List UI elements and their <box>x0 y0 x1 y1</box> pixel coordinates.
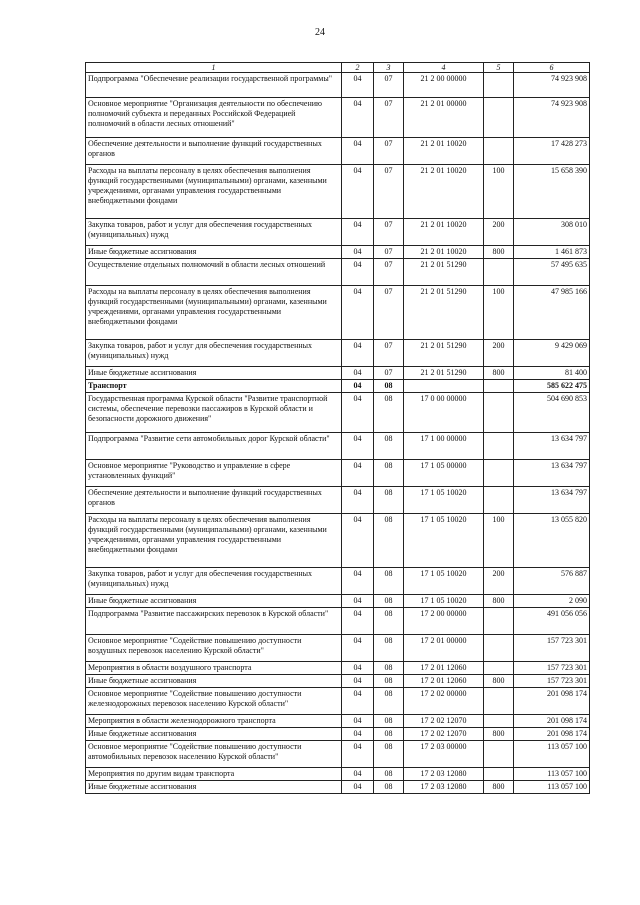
amount-cell: 13 055 820 <box>514 514 590 568</box>
amount-cell: 157 723 301 <box>514 635 590 662</box>
expense-type-cell: 800 <box>484 675 514 688</box>
subsection-cell: 08 <box>374 433 404 460</box>
subsection-cell: 08 <box>374 715 404 728</box>
subsection-cell: 07 <box>374 340 404 367</box>
header-col-4: 4 <box>404 63 484 73</box>
target-article-cell: 17 2 01 12060 <box>404 675 484 688</box>
subsection-cell: 07 <box>374 259 404 286</box>
expense-type-cell <box>484 487 514 514</box>
subsection-cell: 08 <box>374 380 404 393</box>
amount-cell: 15 658 390 <box>514 165 590 219</box>
target-article-cell: 17 1 05 00000 <box>404 460 484 487</box>
row-name-cell: Мероприятия по другим видам транспорта <box>86 768 342 781</box>
section-cell: 04 <box>342 781 374 794</box>
amount-cell: 201 098 174 <box>514 715 590 728</box>
table-row <box>86 219 590 246</box>
section-cell: 04 <box>342 246 374 259</box>
section-cell: 04 <box>342 73 374 98</box>
amount-cell: 201 098 174 <box>514 728 590 741</box>
section-cell: 04 <box>342 688 374 715</box>
amount-cell: 308 010 <box>514 219 590 246</box>
section-cell: 04 <box>342 380 374 393</box>
header-col-5: 5 <box>484 63 514 73</box>
row-name-cell: Мероприятия в области железнодорожного транспорта <box>86 715 342 728</box>
amount-cell: 113 057 100 <box>514 781 590 794</box>
section-cell: 04 <box>342 741 374 768</box>
section-cell: 04 <box>342 595 374 608</box>
section-cell: 04 <box>342 715 374 728</box>
row-name-cell: Обеспечение деятельности и выполнение функций государственных органов <box>86 138 342 165</box>
header-col-1: 1 <box>86 63 342 73</box>
amount-cell: 13 634 797 <box>514 433 590 460</box>
section-cell: 04 <box>342 259 374 286</box>
target-article-cell <box>404 380 484 393</box>
section-cell: 04 <box>342 662 374 675</box>
row-name-cell: Основное мероприятие "Руководство и управление в сфере установленных функций" <box>86 460 342 487</box>
target-article-cell: 17 2 02 12070 <box>404 728 484 741</box>
table-row <box>86 98 590 138</box>
subsection-cell: 08 <box>374 741 404 768</box>
row-name-cell: Обеспечение деятельности и выполнение функций государственных органов <box>86 487 342 514</box>
expense-type-cell: 800 <box>484 595 514 608</box>
amount-cell: 2 090 <box>514 595 590 608</box>
expense-type-cell <box>484 460 514 487</box>
expense-type-cell: 100 <box>484 165 514 219</box>
amount-cell: 13 634 797 <box>514 487 590 514</box>
table-row <box>86 635 590 662</box>
section-cell: 04 <box>342 768 374 781</box>
expense-type-cell <box>484 433 514 460</box>
subsection-cell: 08 <box>374 595 404 608</box>
expense-type-cell: 800 <box>484 781 514 794</box>
target-article-cell: 21 2 01 10020 <box>404 246 484 259</box>
subsection-cell: 08 <box>374 514 404 568</box>
target-article-cell: 21 2 01 51290 <box>404 340 484 367</box>
target-article-cell: 21 2 01 10020 <box>404 219 484 246</box>
subsection-cell: 07 <box>374 98 404 138</box>
budget-table <box>85 62 590 794</box>
expense-type-cell <box>484 138 514 165</box>
row-name-cell: Иные бюджетные ассигнования <box>86 728 342 741</box>
table-row <box>86 380 590 393</box>
row-name-cell: Основное мероприятие "Организация деятельности по обеспечению полномочий субъекта и переданных Российской Федерацией полномочий в области лесных отношений" <box>86 98 342 138</box>
section-cell: 04 <box>342 487 374 514</box>
amount-cell: 491 056 056 <box>514 608 590 635</box>
subsection-cell: 08 <box>374 487 404 514</box>
subsection-cell: 08 <box>374 460 404 487</box>
target-article-cell: 21 2 01 51290 <box>404 367 484 380</box>
row-name-cell: Государственная программа Курской области "Развитие транспортной системы, обеспечение перевозки пассажиров в Курской области и безопасности дорожного движения" <box>86 393 342 433</box>
target-article-cell: 17 2 01 00000 <box>404 635 484 662</box>
row-name-cell: Подпрограмма "Развитие пассажирских перевозок в Курской области" <box>86 608 342 635</box>
table-row <box>86 246 590 259</box>
section-cell: 04 <box>342 514 374 568</box>
row-name-cell: Иные бюджетные ассигнования <box>86 675 342 688</box>
expense-type-cell <box>484 98 514 138</box>
row-name-cell: Транспорт <box>86 380 342 393</box>
target-article-cell: 17 2 03 12080 <box>404 768 484 781</box>
row-name-cell: Подпрограмма "Обеспечение реализации государственной программы" <box>86 73 342 98</box>
table-row <box>86 514 590 568</box>
page-number: 24 <box>315 27 325 38</box>
table-row <box>86 675 590 688</box>
table-row <box>86 568 590 595</box>
subsection-cell: 07 <box>374 367 404 380</box>
section-cell: 04 <box>342 340 374 367</box>
amount-cell: 504 690 853 <box>514 393 590 433</box>
header-col-2: 2 <box>342 63 374 73</box>
table-row <box>86 165 590 219</box>
subsection-cell: 08 <box>374 662 404 675</box>
section-cell: 04 <box>342 165 374 219</box>
table-row <box>86 393 590 433</box>
amount-cell: 576 887 <box>514 568 590 595</box>
table-row <box>86 595 590 608</box>
section-cell: 04 <box>342 460 374 487</box>
row-name-cell: Иные бюджетные ассигнования <box>86 595 342 608</box>
amount-cell: 74 923 908 <box>514 98 590 138</box>
expense-type-cell: 200 <box>484 568 514 595</box>
row-name-cell: Расходы на выплаты персоналу в целях обеспечения выполнения функций государственными (муниципальными) органами, казенными учреждениями, органами управления государственными внебюджетными фондами <box>86 286 342 340</box>
expense-type-cell <box>484 608 514 635</box>
expense-type-cell: 200 <box>484 219 514 246</box>
subsection-cell: 08 <box>374 688 404 715</box>
subsection-cell: 08 <box>374 728 404 741</box>
expense-type-cell <box>484 741 514 768</box>
section-cell: 04 <box>342 675 374 688</box>
target-article-cell: 17 2 02 00000 <box>404 688 484 715</box>
row-name-cell: Подпрограмма "Развитие сети автомобильных дорог Курской области" <box>86 433 342 460</box>
row-name-cell: Осуществление отдельных полномочий в области лесных отношений <box>86 259 342 286</box>
expense-type-cell <box>484 635 514 662</box>
row-name-cell: Основное мероприятие "Содействие повышению доступности воздушных перевозок населению Курской области" <box>86 635 342 662</box>
amount-cell: 9 429 069 <box>514 340 590 367</box>
subsection-cell: 08 <box>374 675 404 688</box>
table-row <box>86 728 590 741</box>
section-cell: 04 <box>342 219 374 246</box>
section-cell: 04 <box>342 635 374 662</box>
expense-type-cell <box>484 393 514 433</box>
amount-cell: 74 923 908 <box>514 73 590 98</box>
subsection-cell: 07 <box>374 219 404 246</box>
table-row <box>86 340 590 367</box>
amount-cell: 157 723 301 <box>514 662 590 675</box>
table-row <box>86 460 590 487</box>
target-article-cell: 21 2 01 10020 <box>404 138 484 165</box>
expense-type-cell: 100 <box>484 514 514 568</box>
subsection-cell: 07 <box>374 246 404 259</box>
target-article-cell: 17 1 05 10020 <box>404 595 484 608</box>
subsection-cell: 07 <box>374 73 404 98</box>
expense-type-cell: 200 <box>484 340 514 367</box>
target-article-cell: 17 0 00 00000 <box>404 393 484 433</box>
expense-type-cell <box>484 73 514 98</box>
row-name-cell: Мероприятия в области воздушного транспорта <box>86 662 342 675</box>
table-row <box>86 138 590 165</box>
target-article-cell: 17 2 02 12070 <box>404 715 484 728</box>
target-article-cell: 21 2 01 00000 <box>404 98 484 138</box>
section-cell: 04 <box>342 286 374 340</box>
table-row <box>86 781 590 794</box>
section-cell: 04 <box>342 138 374 165</box>
subsection-cell: 08 <box>374 781 404 794</box>
row-name-cell: Закупка товаров, работ и услуг для обеспечения государственных (муниципальных) нужд <box>86 340 342 367</box>
expense-type-cell <box>484 768 514 781</box>
amount-cell: 57 495 635 <box>514 259 590 286</box>
target-article-cell: 21 2 01 51290 <box>404 286 484 340</box>
subsection-cell: 07 <box>374 286 404 340</box>
table-row <box>86 608 590 635</box>
row-name-cell: Расходы на выплаты персоналу в целях обеспечения выполнения функций государственными (муниципальными) органами, казенными учреждениями, органами управления государственными внебюджетными фондами <box>86 165 342 219</box>
table-row <box>86 286 590 340</box>
expense-type-cell: 100 <box>484 286 514 340</box>
section-cell: 04 <box>342 608 374 635</box>
row-name-cell: Основное мероприятие "Содействие повышению доступности автомобильных перевозок населению Курской области" <box>86 741 342 768</box>
row-name-cell: Расходы на выплаты персоналу в целях обеспечения выполнения функций государственными (муниципальными) органами, казенными учреждениями, органами управления государственными внебюджетными фондами <box>86 514 342 568</box>
amount-cell: 17 428 273 <box>514 138 590 165</box>
expense-type-cell <box>484 662 514 675</box>
header-col-6: 6 <box>514 63 590 73</box>
table-row <box>86 367 590 380</box>
section-cell: 04 <box>342 433 374 460</box>
target-article-cell: 17 1 05 10020 <box>404 568 484 595</box>
amount-cell: 201 098 174 <box>514 688 590 715</box>
section-cell: 04 <box>342 98 374 138</box>
row-name-cell: Закупка товаров, работ и услуг для обеспечения государственных (муниципальных) нужд <box>86 568 342 595</box>
subsection-cell: 08 <box>374 608 404 635</box>
row-name-cell: Иные бюджетные ассигнования <box>86 781 342 794</box>
table-row <box>86 715 590 728</box>
target-article-cell: 17 2 03 12080 <box>404 781 484 794</box>
target-article-cell: 21 2 01 10020 <box>404 165 484 219</box>
target-article-cell: 17 2 03 00000 <box>404 741 484 768</box>
table-row <box>86 73 590 98</box>
amount-cell: 157 723 301 <box>514 675 590 688</box>
subsection-cell: 07 <box>374 165 404 219</box>
expense-type-cell <box>484 380 514 393</box>
amount-cell: 81 400 <box>514 367 590 380</box>
subsection-cell: 07 <box>374 138 404 165</box>
section-cell: 04 <box>342 367 374 380</box>
target-article-cell: 21 2 01 51290 <box>404 259 484 286</box>
table-row <box>86 662 590 675</box>
expense-type-cell: 800 <box>484 246 514 259</box>
amount-cell: 13 634 797 <box>514 460 590 487</box>
amount-cell: 113 057 100 <box>514 741 590 768</box>
table-row <box>86 433 590 460</box>
amount-cell: 113 057 100 <box>514 768 590 781</box>
table-body <box>86 73 590 794</box>
section-cell: 04 <box>342 568 374 595</box>
row-name-cell: Иные бюджетные ассигнования <box>86 367 342 380</box>
target-article-cell: 17 1 00 00000 <box>404 433 484 460</box>
amount-cell: 1 461 873 <box>514 246 590 259</box>
section-cell: 04 <box>342 393 374 433</box>
subsection-cell: 08 <box>374 768 404 781</box>
expense-type-cell <box>484 688 514 715</box>
table-row <box>86 688 590 715</box>
table-header-row <box>86 63 590 73</box>
row-name-cell: Основное мероприятие "Содействие повышению доступности железнодорожных перевозок населению Курской области" <box>86 688 342 715</box>
subsection-cell: 08 <box>374 635 404 662</box>
table-row <box>86 259 590 286</box>
target-article-cell: 17 1 05 10020 <box>404 487 484 514</box>
target-article-cell: 21 2 00 00000 <box>404 73 484 98</box>
expense-type-cell: 800 <box>484 367 514 380</box>
row-name-cell: Иные бюджетные ассигнования <box>86 246 342 259</box>
amount-cell: 585 622 475 <box>514 380 590 393</box>
expense-type-cell: 800 <box>484 728 514 741</box>
expense-type-cell <box>484 715 514 728</box>
header-col-3: 3 <box>374 63 404 73</box>
table-row <box>86 741 590 768</box>
target-article-cell: 17 2 00 00000 <box>404 608 484 635</box>
target-article-cell: 17 2 01 12060 <box>404 662 484 675</box>
subsection-cell: 08 <box>374 393 404 433</box>
section-cell: 04 <box>342 728 374 741</box>
table-row <box>86 487 590 514</box>
table-row <box>86 768 590 781</box>
amount-cell: 47 985 166 <box>514 286 590 340</box>
row-name-cell: Закупка товаров, работ и услуг для обеспечения государственных (муниципальных) нужд <box>86 219 342 246</box>
expense-type-cell <box>484 259 514 286</box>
subsection-cell: 08 <box>374 568 404 595</box>
target-article-cell: 17 1 05 10020 <box>404 514 484 568</box>
